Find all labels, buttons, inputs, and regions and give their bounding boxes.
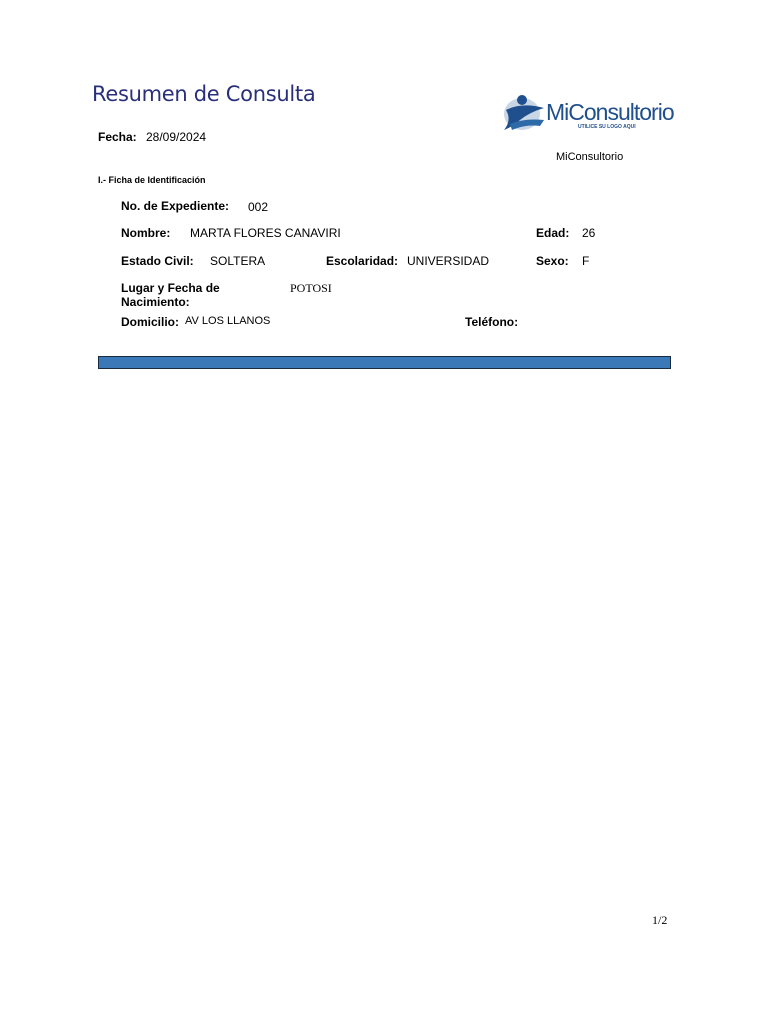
page-title: Resumen de Consulta bbox=[92, 82, 316, 106]
expediente-value: 002 bbox=[248, 200, 269, 214]
nombre-label: Nombre: bbox=[121, 226, 171, 240]
expediente-label: No. de Expediente: bbox=[121, 199, 230, 213]
lugar-value: POTOSI bbox=[290, 281, 332, 295]
lugar-label-line1: Lugar y Fecha de bbox=[121, 281, 220, 295]
estado-civil-value: SOLTERA bbox=[210, 254, 266, 268]
date-value: 28/09/2024 bbox=[146, 130, 207, 144]
edad-value: 26 bbox=[582, 226, 596, 240]
escolaridad-value: UNIVERSIDAD bbox=[407, 254, 490, 268]
domicilio-value: AV LOS LLANOS bbox=[185, 315, 271, 327]
edad-label: Edad: bbox=[536, 226, 570, 240]
lugar-label-line2: Nacimiento: bbox=[121, 295, 190, 309]
nombre-value: MARTA FLORES CANAVIRI bbox=[190, 226, 341, 240]
page-number: 1/2 bbox=[652, 913, 668, 927]
logo-subtext: UTILICE SU LOGO AQUI bbox=[578, 124, 636, 130]
escolaridad-label: Escolaridad: bbox=[326, 254, 399, 268]
logo-text: MiConsultorio bbox=[546, 99, 674, 125]
estado-civil-label: Estado Civil: bbox=[121, 254, 194, 268]
sexo-label: Sexo: bbox=[536, 254, 569, 268]
sexo-value: F bbox=[582, 254, 590, 268]
date-label: Fecha: bbox=[98, 130, 137, 144]
brand-name: MiConsultorio bbox=[556, 151, 624, 163]
section-title: I.- Ficha de Identificación bbox=[98, 175, 206, 185]
telefono-label: Teléfono: bbox=[465, 315, 519, 329]
section-divider-bar bbox=[98, 356, 671, 369]
domicilio-label: Domicilio: bbox=[121, 315, 180, 329]
